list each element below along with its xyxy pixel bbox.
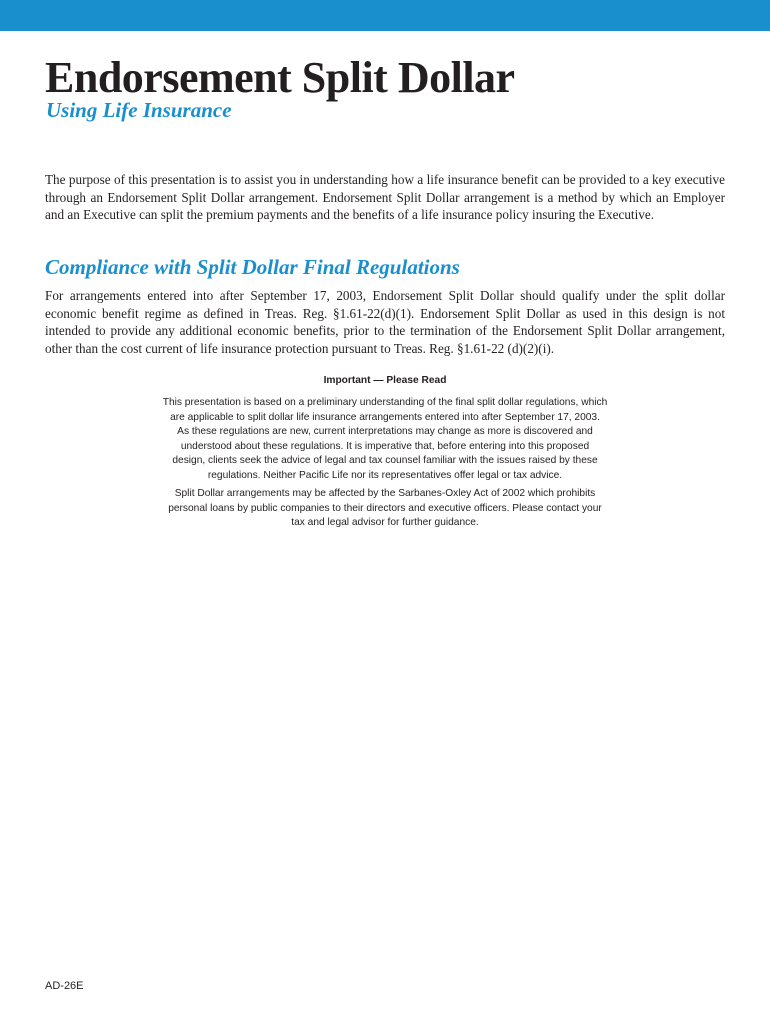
page-subtitle: Using Life Insurance — [46, 98, 232, 122]
notice-line: personal loans by public companies to their directors and executive officers. Please contact your — [168, 502, 602, 514]
notice-body-sarbanes-oxley — [125, 487, 645, 531]
notice-line: are applicable to split dollar life insurance arrangements entered into after September 17, 2003. — [170, 411, 600, 423]
notice-line: Split Dollar arrangements may be affected by the Sarbanes-Oxley Act of 2002 which prohibits — [174, 488, 596, 499]
intro-paragraph: The purpose of this presentation is to assist you in understanding how a life insurance benefit can be provided to a key executive through an Endorsement Split Dollar arrangement. Endorsement Split Dollar arrangement is a method by which an Employer and an Executive can split the premium payments and the benefits of a life insurance policy insuring the Executive. — [45, 172, 725, 223]
notice-line: This presentation is based on a preliminary understanding of the final split dollar regulations, which — [162, 397, 608, 408]
notice-line: understood about these regulations. It is imperative that, before entering into this proposed — [180, 440, 590, 452]
notice-line: tax and legal advisor for further guidance. — [291, 517, 479, 529]
notice-line: design, clients seek the advice of legal and tax counsel familiar with the issues raised by these — [172, 455, 598, 467]
notice-line: As these regulations are new, current interpretations may change as more is discovered and — [177, 426, 593, 438]
notice-body-regulations — [125, 396, 645, 484]
section-heading-compliance: Compliance with Split Dollar Final Regulations — [45, 255, 460, 279]
header-color-bar — [0, 0, 770, 31]
notice-heading: Important — Please Read — [323, 375, 447, 386]
form-code: AD-26E — [45, 980, 84, 992]
page-title: Endorsement Split Dollar — [45, 53, 515, 102]
notice-line: regulations. Neither Pacific Life nor its representatives offer legal or tax advice. — [207, 469, 563, 481]
compliance-paragraph: For arrangements entered into after September 17, 2003, Endorsement Split Dollar should qualify under the split dollar economic benefit regime as defined in Treas. Reg. §1.61-22(d)(1). Endorsement Split Dollar as used in this design is not intended to provide any additional economic benefits, prior to the termination of the Endorsement Split Dollar arrangement, other than the cost current of life insurance protection pursuant to Treas. Reg. §1.61-22 (d)(2)(i). — [45, 288, 725, 357]
